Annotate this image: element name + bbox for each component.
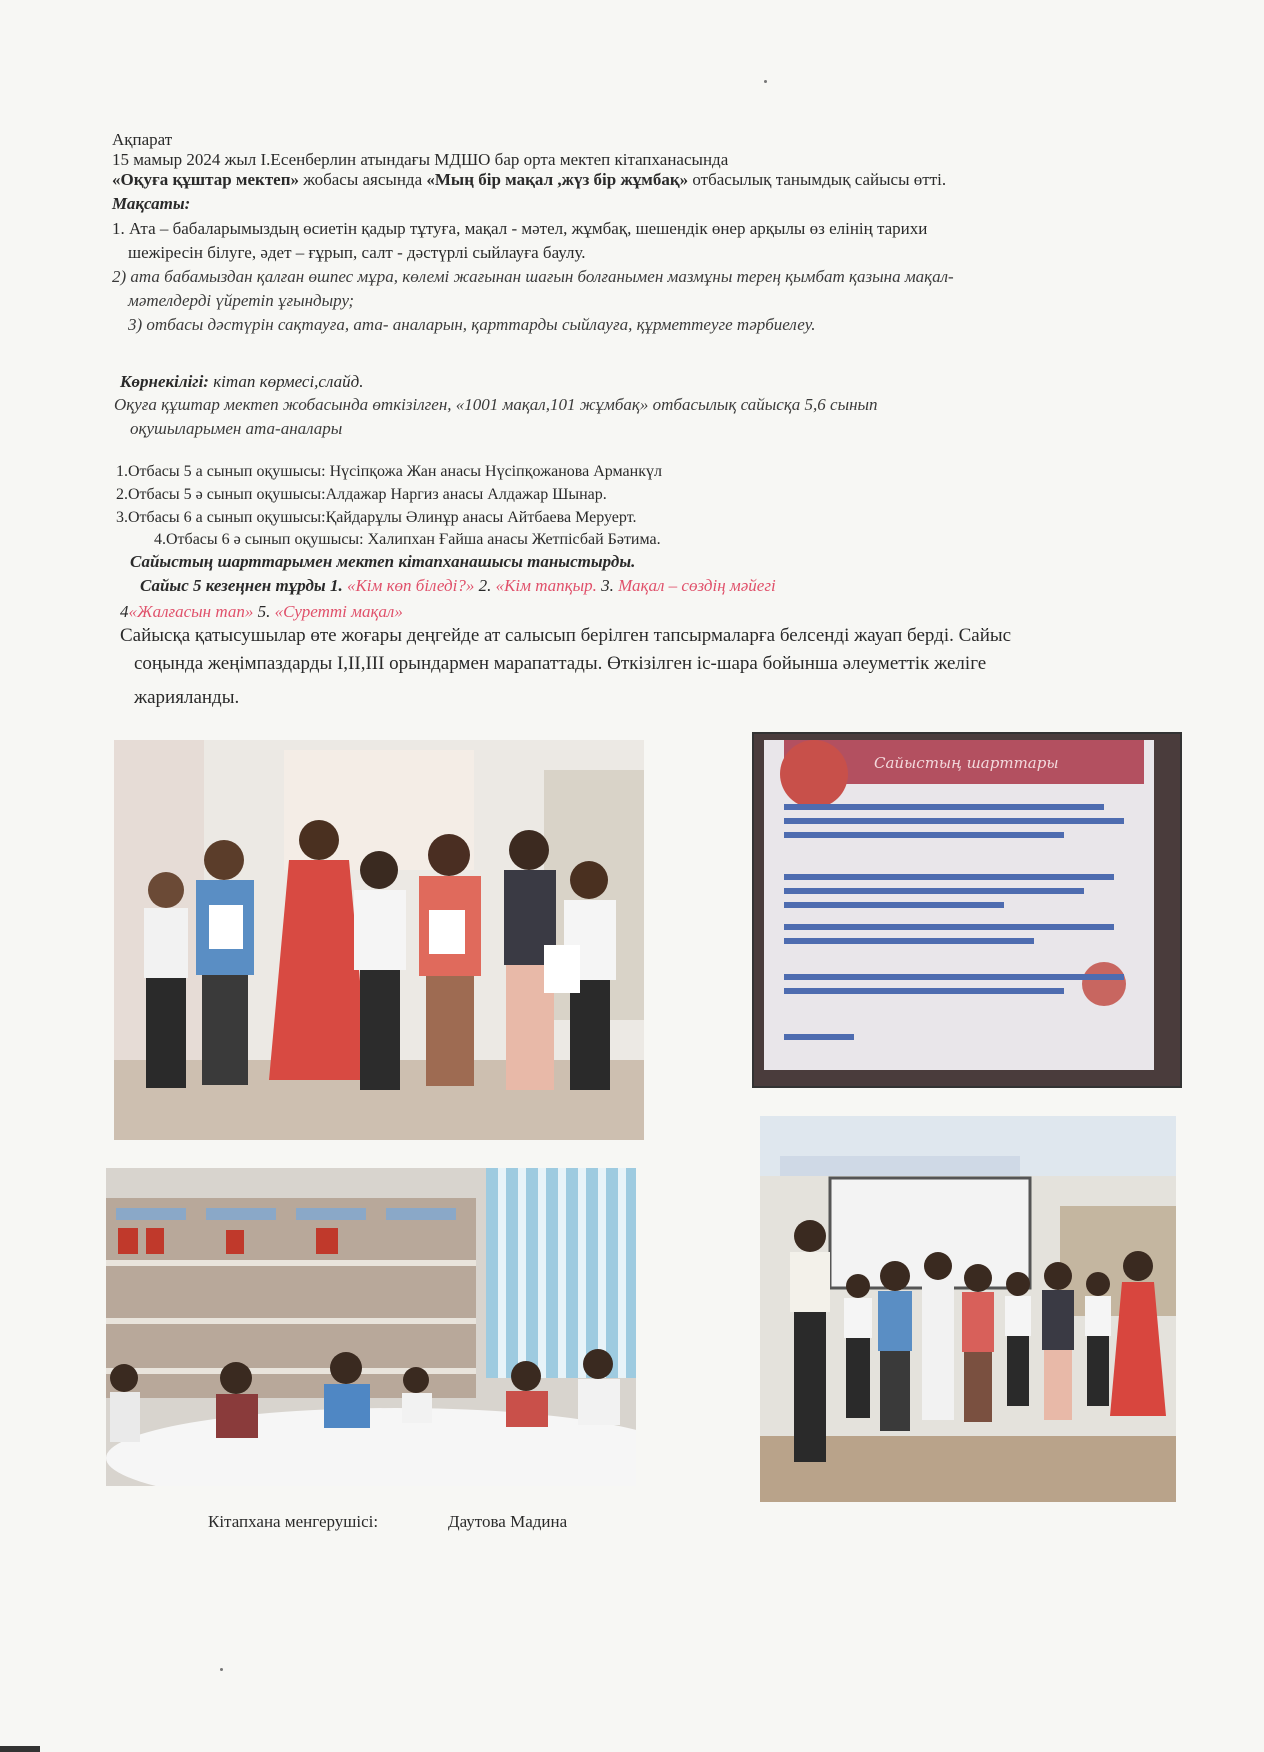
rules-line: Сайыстың шарттарымен мектеп кітапханашысы таныстырды. [130, 552, 636, 571]
sign-role: Кітапхана менгерушісі: [208, 1512, 379, 1531]
held-a: Оқуға құштар мектеп жобасында өткізілген, «1001 мақал,101 жұмбақ» отбасылық сайысқа 5,6 сынып [114, 395, 878, 414]
stage-2-num: 2. [474, 576, 496, 595]
goal-1a: 1. Ата – бабаларымыздың өсиетін қадыр тұтуға, мақал - мәтел, жұмбақ, шешендік өнер арқылы өз елінің тарихи [112, 219, 928, 238]
stage-5: «Суретті мақал» [274, 602, 403, 621]
sign-name: Даутова Мадина [448, 1512, 568, 1531]
stage-3-num: 3. [596, 576, 619, 595]
project-mid: жобасы аясында [299, 170, 427, 189]
goal-2b: мәтелдерді үйретіп ұғындыру; [128, 291, 355, 310]
goal-1b: шежіресін білуге, әдет – ғұрып, салт - дәстүрлі сыйлауға баулу. [128, 243, 586, 262]
event-tail: отбасылық танымдық сайысы өтті. [688, 170, 947, 189]
heading: Ақпарат [112, 130, 173, 149]
stages-prefix: Сайыс 5 кезеңнен тұрды 1. [140, 576, 347, 595]
intro-line: 15 мамыр 2024 жыл І.Есенберлин атындағы МДШО бар орта мектеп кітапханасында [112, 150, 729, 169]
stage-4-num: 4 [120, 602, 129, 621]
stage-4: «Жалғасын тап» [128, 602, 254, 621]
scan-edge-mark [0, 1746, 40, 1752]
photo-slide-rules [752, 732, 1182, 1088]
goal-2a: 2) ата бабамыздан қалған өшпес мұра, көлемі жағынан шағын болғанымен мазмұны терең қымбат қазына мақал- [112, 267, 954, 286]
stages-line-2 [120, 602, 403, 622]
stages-line [140, 576, 776, 596]
stage-5-num: 5. [253, 602, 275, 621]
project-line [112, 170, 946, 190]
result-b: соңында жеңімпаздарды І,ІІ,ІІІ орындармен марапаттады. Өткізілген іс-шара бойынша әлеуметтік желіге [134, 653, 987, 674]
visual-text: кітап көрмесі,слайд. [208, 372, 364, 391]
scan-speck [764, 80, 767, 83]
photo-group-screen [760, 1116, 1176, 1502]
event-name: «Мың бір мақал ,жүз бір жұмбақ» [426, 170, 689, 189]
held-b: оқушыларымен ата-аналары [130, 419, 343, 438]
stage-2: «Кім тапқыр. [495, 576, 597, 595]
scan-speck [220, 1668, 223, 1671]
goals-title: Мақсаты: [112, 194, 191, 213]
visual-label: Көрнекілігі: [120, 372, 209, 391]
goal-3: 3) отбасы дәстүрін сақтауға, ата- аналарын, қарттарды сыйлауға, құрметтеуге тәрбиелеу. [128, 315, 816, 334]
project-name: «Оқуға құштар мектеп» [112, 170, 300, 189]
stage-1: «Кім көп біледі?» [346, 576, 475, 595]
result-a: Сайысқа қатысушылар өте жоғары деңгейде ат салысып берілген тапсырмаларға белсенді жауап берді. Сайыс [120, 625, 1012, 646]
photo-group-certificates [114, 740, 644, 1140]
visual-line [120, 372, 363, 392]
family-3: 3.Отбасы 6 а сынып оқушысы:Қайдарұлы Әлинұр анасы Айтбаева Меруерт. [116, 509, 637, 526]
stage-3: Мақал – сөздің мәйегі [618, 576, 776, 595]
slide-title: Сайыстың шарттары [874, 754, 1059, 772]
photo-library-table [106, 1168, 636, 1486]
result-c: жарияланды. [134, 687, 240, 708]
family-1: 1.Отбасы 5 а сынып оқушысы: Нүсіпқожа Жан анасы Нүсіпқожанова Арманкүл [116, 463, 662, 480]
family-2: 2.Отбасы 5 ә сынып оқушысы:Алдажар Наргиз анасы Алдажар Шынар. [116, 486, 607, 503]
family-4: 4.Отбасы 6 ә сынып оқушысы: Халипхан Ғайша анасы Жетпісбай Бәтима. [154, 531, 661, 548]
